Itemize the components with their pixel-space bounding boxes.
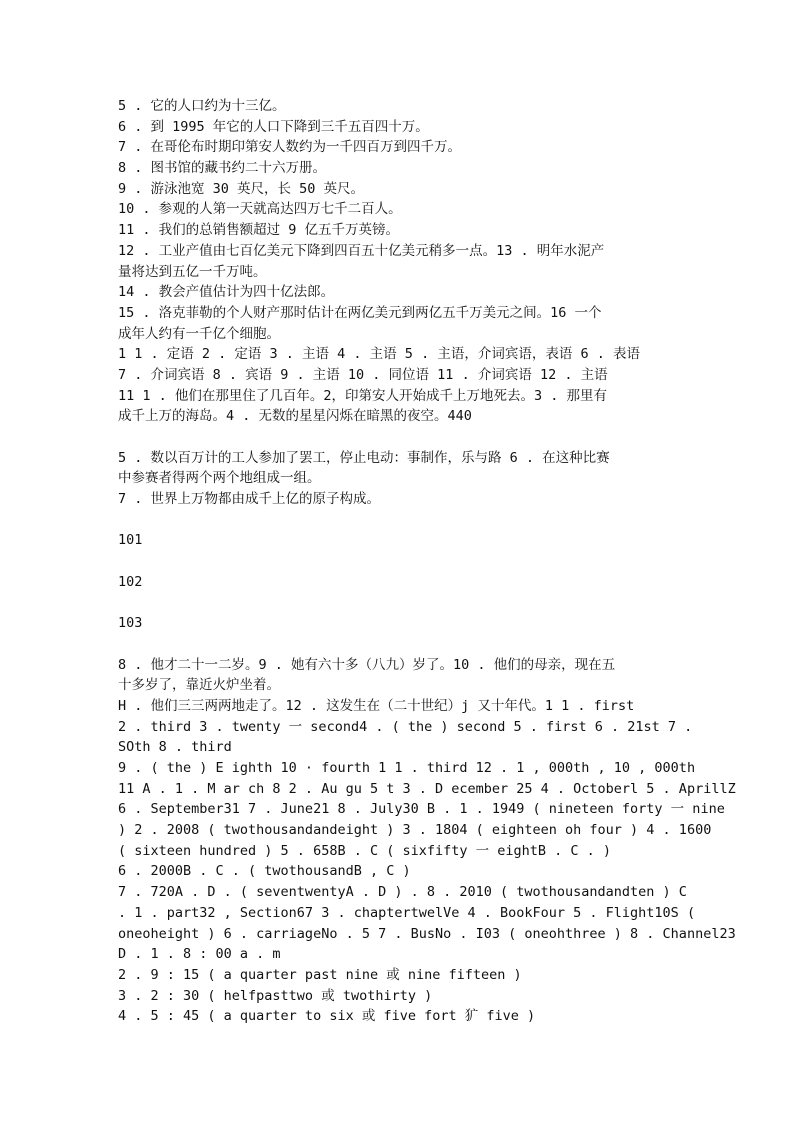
text-line: 10 . 参观的人第一天就高达四万七千二百人。 (118, 201, 402, 218)
text-line: 4 . 5 : 45 ( a quarter to six 或 five fort 犷 five ) (118, 1008, 536, 1025)
text-line: 9 . ( the ) E ighth 10 · fourth 1 1 . third 12 . 1 , 000th , 10 , 000th (118, 760, 696, 776)
text-line: 3 . 2 : 30 ( helfpasttwo 或 twothirty ) (118, 987, 433, 1004)
text-line: SOth 8 . third (118, 739, 232, 756)
text-line: 8 . 图书馆的藏书约二十六万册。 (118, 160, 327, 177)
page-number-text: 103 (118, 615, 143, 632)
text-line: 9 . 游泳池宽 30 英尺，长 50 英尺。 (118, 180, 365, 197)
text-line: 6 . 到 1995 年它的人口下降到三千五百四十万。 (118, 118, 429, 135)
text-line: 6 . September31 7 . June21 8 . July30 B . 1 . 1949 ( nineteen forty 一 nine (118, 801, 725, 818)
blank-line (118, 551, 718, 572)
blank-line (118, 593, 718, 614)
text-line: ) 2 . 2008 ( twothousandandeight ) 3 . 1804 ( eighteen oh four ) 4 . 1600 (118, 822, 712, 839)
text-line: 7 . 介词宾语 8 . 宾语 9 . 主语 10 . 同位语 11 . 介词宾语 12 . 主语 (118, 366, 608, 383)
text-line: 7 . 世界上万物都由成千上亿的原子构成。 (118, 491, 381, 508)
text-line: 11 1 . 他们在那里住了几百年。2，印第安人开始成千上万地死去。3 . 那里有 (118, 387, 608, 404)
text-line: 6 . 2000B . C . ( twothousandB , C ) (118, 863, 411, 880)
blank-line (118, 510, 718, 531)
text-line: 12 . 工业产值由七百亿美元下降到四百五十亿美元稍多一点。13 . 明年水泥产 (118, 242, 605, 259)
text-line: . 1 . part32 , Section67 3 . chaptertwelVe 4 . BookFour 5 . Flight10S ( (118, 904, 696, 921)
text-line: 2 . 9 : 15 ( a quarter past nine 或 nine fifteen ) (118, 966, 522, 983)
text-line: 5 . 它的人口约为十三亿。 (118, 98, 286, 114)
text-line: 14 . 教会产值估计为四十亿法郎。 (118, 284, 335, 301)
text-line: ( sixteen hundred ) 5 . 658B . C ( sixfifty 一 eightB . C . ) (118, 842, 612, 859)
text-line: H . 他们三三两两地走了。12 . 这发生在（二十世纪）j 又十年代。1 1 . first (118, 697, 635, 714)
text-line: 1 1 . 定语 2 . 定语 3 . 主语 4 . 主语 5 . 主语，介词宾语，表语 6 . 表语 (118, 346, 640, 363)
text-line: 7 . 720A . D . ( seventwentyA . D ) . 8 . 2010 ( twothousandandten ) C (118, 884, 687, 901)
text-line: 成千上万的海岛。4 . 无数的星星闪烁在暗黑的夜空。440 (118, 408, 472, 425)
text-line: 11 A . 1 . M ar ch 8 2 . Au gu 5 t 3 . D ecember 25 4 . Octoberl 5 . AprillZ (118, 780, 736, 797)
text-line: oneoheight ) 6 . carriageNo . 5 7 . BusNo . I03 ( oneohthree ) 8 . Channel23 (118, 925, 736, 942)
text-line: 8 . 他才二十一二岁。9 . 她有六十多（八九）岁了。10 . 他们的母亲，现在五 (118, 656, 616, 673)
text-line: 十多岁了，靠近火炉坐着。 (118, 677, 280, 694)
text-line: 中参赛者得两个两个地组成一组。 (118, 470, 321, 487)
text-line: D . 1 . 8 : 00 a . m (118, 946, 281, 963)
blank-line (118, 427, 718, 448)
text-line: 量将达到五亿一千万吨。 (118, 263, 267, 280)
text-line: 2 . third 3 . twenty 一 second4 . ( the ) second 5 . first 6 . 21st 7 . (118, 718, 693, 735)
text-line: 11 . 我们的总销售额超过 9 亿五千万英镑。 (118, 222, 400, 239)
text-line: 5 . 数以百万计的工人参加了罢工，停止电动：事制作，乐与路 6 . 在这种比赛 (118, 449, 610, 466)
document-page (118, 96, 736, 1027)
page-number-text: 101 (118, 532, 143, 549)
text-line: 成年人约有一千亿个细胞。 (118, 325, 280, 342)
text-line: 15 . 洛克菲勒的个人财产那时估计在两亿美元到两亿五千万美元之间。16 一个 (118, 304, 602, 321)
blank-line (118, 634, 718, 655)
text-line: 7 . 在哥伦布时期印第安人数约为一千四百万到四千万。 (118, 139, 462, 156)
page-number-text: 102 (118, 573, 143, 590)
